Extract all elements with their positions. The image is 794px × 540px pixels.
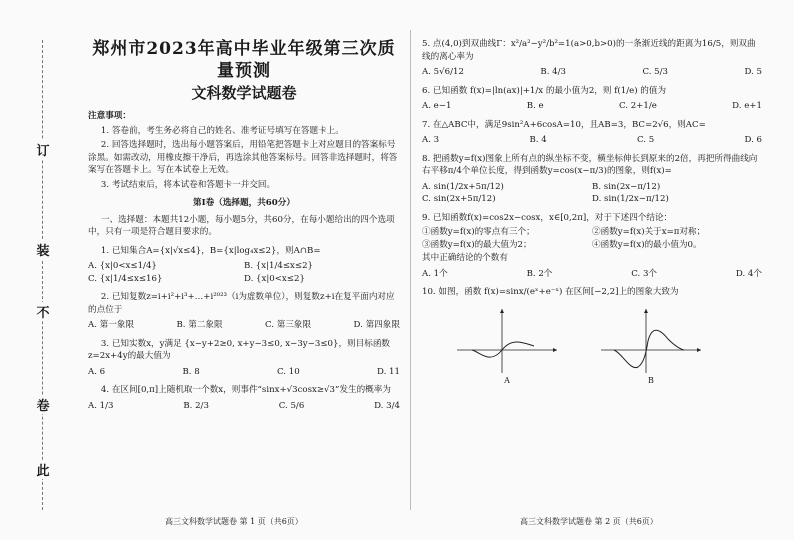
y-axis-arrow [500, 309, 504, 313]
option: D. 11 [377, 366, 400, 377]
option: B. e [526, 101, 544, 111]
binding-char: 订 [34, 140, 52, 159]
option: D. 3/4 [374, 400, 400, 411]
option: D. 5 [744, 67, 762, 77]
question-3: 3. 已知实数x，y满足 {x−y+2≥0, x+y−3≤0, x−3y−3≤0}，则目标函数z=2x+4y的最大值为 [88, 338, 391, 361]
question-10-graphs [452, 305, 762, 388]
statement: ④函数y=f(x)的最小值为0。 [592, 239, 702, 250]
left-page [88, 38, 400, 418]
graph-option-b [596, 305, 706, 388]
option: D. e+1 [732, 101, 762, 111]
x-axis-arrow [697, 348, 701, 352]
option: D. {x|0<x≤2} [244, 273, 305, 284]
option: A. 1个 [422, 268, 448, 279]
page-footer: 高三文科数学试题卷 第 2 页（共6页） [520, 517, 658, 526]
question-6: 6. 已知函数 f(x)=|ln(ax)|+1/x 的最小值为2，则 f(1/e) 的值为 [422, 85, 667, 96]
option: A. 5√6/12 [422, 67, 464, 77]
option: C. 10 [277, 366, 300, 377]
question-9-options [422, 268, 762, 281]
y-axis-arrow [644, 309, 648, 313]
binding-dashed-line [42, 40, 44, 510]
question-10: 10. 如图，函数 f(x)=sinx/(eˣ+e⁻ˣ) 在区间[−2,2]上的图象大致为 [422, 287, 679, 297]
question-7: 7. 在△ABC中，满足9sin²A+6cosA=10，且AB=3，BC=2√6，则AC= [422, 119, 706, 130]
binding-char: 此 [34, 460, 52, 479]
question-8: 8. 把函数y=f(x)图象上所有点的纵坐标不变，横坐标伸长到原来的2倍，再把所得曲线向右平移π/4个单位长度，得到函数y=cos(x−π/3)的图象，则f(x)= [422, 153, 758, 176]
option: B. 8 [182, 366, 200, 377]
question-5: 5. 点(4,0)到双曲线Γ：x²/a²−y²/b²=1(a>0,b>0)的一条渐近线的距离为16/5，则双曲线的离心率为 [422, 39, 756, 62]
option: A. 3 [422, 135, 440, 145]
option: B. 4/3 [540, 67, 566, 77]
question-1-options [88, 260, 400, 285]
statement: ③函数y=f(x)的最大值为2； [422, 239, 532, 250]
graph-option-a [452, 305, 562, 388]
option: A. {x|0<x≤1/4} [88, 261, 157, 271]
option: D. sin(1/2x−π/12) [592, 194, 669, 204]
option: B. 2/3 [183, 400, 209, 411]
option: D. 第四象限 [353, 320, 400, 330]
question-3-options [88, 366, 400, 379]
question-9-tail: 其中正确结论的个数有 [422, 253, 508, 263]
function-curve [614, 330, 684, 367]
question-1: 1. 已知集合A={x|√x≤4}，B={x|log₄x≤2}，则A∩B= [100, 245, 321, 256]
exam-title: 郑州市2023年高中毕业年级第三次质量预测 [92, 39, 396, 81]
option: B. {x|1/4≤x≤2} [244, 261, 314, 271]
option: A. e−1 [422, 101, 452, 111]
option: C. 第三象限 [265, 320, 312, 330]
question-7-options [422, 134, 762, 147]
question-2-options [88, 319, 400, 332]
x-axis-arrow [553, 348, 557, 352]
question-6-options [422, 100, 762, 113]
question-5-options [422, 66, 762, 79]
part-heading: 第Ⅰ卷（选择题，共60分） [193, 198, 295, 208]
statement: ②函数y=f(x)关于x=π对称； [592, 227, 706, 237]
option: C. 5/3 [642, 67, 669, 77]
graph-a-plot [452, 305, 562, 375]
notice-item: 2. 回答选择题时，选出每小题答案后，用铅笔把答题卡上对应题目的答案标号涂黑。如需改动，用橡皮擦干净后，再选涂其他答案标号。回答非选择题时，将答案写在答题卡上。写在本试卷上无效。 [88, 140, 398, 175]
option: C. 5 [636, 135, 655, 145]
right-page [422, 38, 762, 387]
question-8-options [422, 181, 762, 206]
option: C. 3个 [631, 268, 658, 279]
question-9-statements [422, 226, 762, 251]
notice-item: 1. 答卷前，考生务必将自己的姓名、准考证号填写在答题卡上。 [100, 125, 344, 136]
option: B. sin(2x−π/12) [592, 181, 661, 192]
option: A. sin(1/2x+5π/12) [422, 181, 504, 192]
option: C. {x|1/4≤x≤16} [88, 273, 163, 284]
option: D. 4个 [735, 268, 762, 279]
binding-char: 装 [34, 240, 52, 259]
section-intro: 一、选择题：本题共12小题，每小题5分，共60分，在每小题给出的四个选项中，只有一项是符合题目要求的。 [88, 214, 395, 237]
option: A. 6 [88, 366, 106, 377]
function-curve [472, 341, 534, 356]
graph-b-plot [596, 305, 706, 375]
option: D. 6 [744, 135, 762, 145]
binding-char: 卷 [34, 395, 52, 414]
graph-label: B [648, 375, 654, 385]
option: C. 5/6 [278, 400, 305, 411]
option: B. 4 [529, 135, 547, 145]
binding-line [34, 40, 52, 510]
option: B. 2个 [526, 268, 553, 279]
page-footer: 高三文科数学试题卷 第 1 页（共6页） [165, 517, 303, 526]
question-9: 9. 已知函数f(x)=cos2x−cosx，x∈[0,2π]，对于下述四个结论： [422, 212, 673, 223]
option: C. 2+1/e [618, 101, 657, 111]
option: C. sin(2x+5π/12) [422, 194, 496, 204]
exam-subtitle: 文科数学试题卷 [191, 84, 297, 102]
binding-char: 不 [34, 302, 52, 321]
graph-label: A [504, 375, 510, 385]
notice-item: 3. 考试结束后，将本试卷和答题卡一并交回。 [100, 179, 276, 190]
option: A. 1/3 [88, 400, 114, 411]
page-divider [410, 30, 411, 510]
question-4-options [88, 400, 400, 413]
notice-heading: 注意事项： [88, 111, 131, 121]
question-2: 2. 已知复数z=i+i²+i³+…+i²⁰²³（i为虚数单位），则复数z+i在复平面内对应的点位于 [88, 292, 395, 315]
option: A. 第一象限 [88, 320, 135, 330]
statement: ①函数y=f(x)的零点有三个； [422, 227, 535, 237]
option: B. 第二象限 [176, 320, 223, 330]
question-4: 4. 在区间[0,π]上随机取一个数x，则事件“sinx+√3cosx≥√3”发生的概率为 [100, 385, 391, 395]
